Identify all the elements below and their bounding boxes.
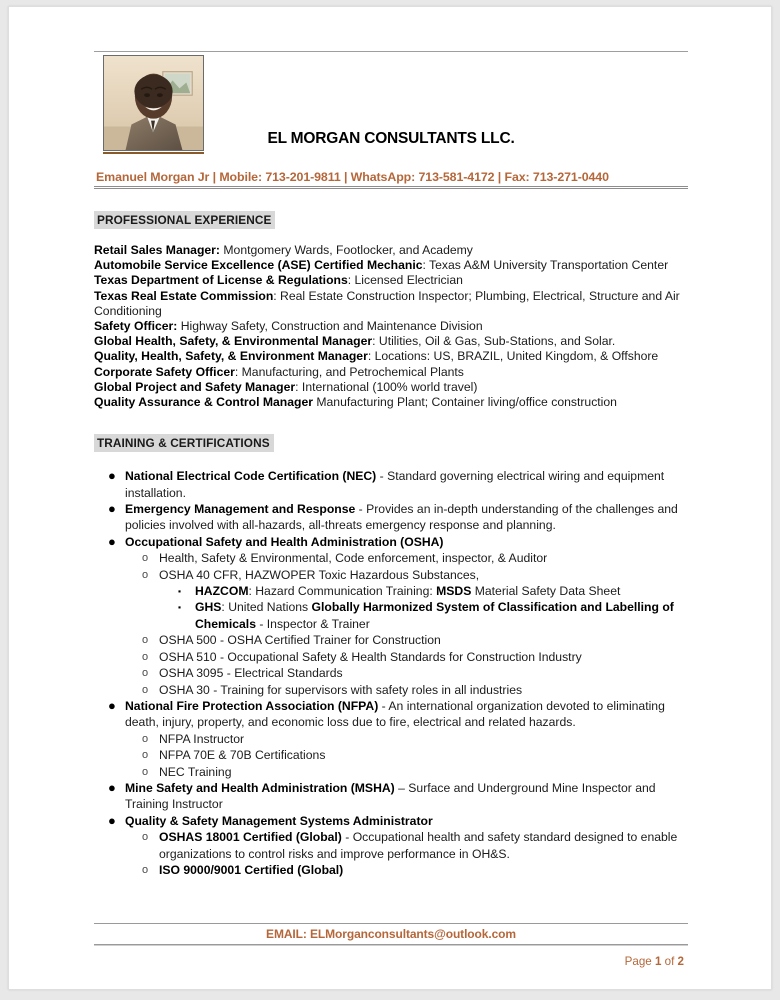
company-title: EL MORGAN CONSULTANTS LLC. [267,130,515,147]
bullet-text: - Provides an in-depth understanding of the challenges and policies involved with all-hazards, all-threats emergency response and planning. [125,502,678,533]
page-prefix: Page [624,955,655,968]
bullet-text: NFPA Instructor [159,731,245,746]
page-middle: of [661,955,678,968]
document-header [94,52,688,170]
bullet-text-bold: Emergency Management and Response [125,502,356,517]
document-content [94,51,688,878]
bullet-content [159,551,547,565]
section-heading-training: TRAINING & CERTIFICATIONS [94,434,274,452]
bullet-text-bold: Mine Safety and Health Administration (MSHA) [125,780,395,795]
bullet-marker-level3-icon: ▪ [178,602,182,613]
experience-role: Texas Real Estate Commission [94,288,274,303]
experience-role: Global Health, Safety, & Environmental Manager [94,334,373,349]
experience-role: Retail Sales Manager: [94,243,220,257]
experience-entry [94,319,688,334]
bullet-text: OSHA 500 - OSHA Certified Trainer for Construction [159,633,441,648]
training-bullet-level3 [159,583,688,599]
bullet-marker-level1-icon: ● [108,779,116,795]
bullet-text: - An international organization devoted to eliminating death, injury, property, and economic loss due to fire, electrical and related hazards. [125,698,665,730]
bullet-content [159,568,479,582]
experience-detail: : Utilities, Oil & Gas, Sub-Stations, and Solar. [372,334,616,349]
bullet-marker-level1-icon: ● [108,697,116,713]
training-list [94,468,688,878]
experience-detail: Highway Safety, Construction and Maintenance Division [177,319,483,334]
footer-email[interactable]: EMAIL: ELMorganconsultants@outlook.com [266,927,516,941]
training-sublist-level2 [125,550,688,698]
training-bullet-level1 [94,698,688,780]
bullet-marker-level2-icon: o [142,863,149,876]
training-bullet-level2 [125,649,688,665]
bullet-content [159,732,244,746]
training-bullet-level2 [125,764,688,780]
bullet-marker-level2-icon: o [142,667,149,680]
page-number [94,946,688,968]
bullet-content [159,748,325,762]
experience-entry [94,334,688,349]
bullet-marker-level2-icon: o [142,650,149,663]
experience-role: Texas Department of License & Regulations [94,273,348,288]
bullet-marker-level2-icon: o [142,634,149,647]
experience-role: Automobile Service Excellence (ASE) Certified Mechanic [94,258,423,273]
bullet-content [125,699,665,729]
training-bullet-level2 [125,550,688,566]
bullet-text: OSHA 30 - Training for supervisors with safety roles in all industries [159,682,523,697]
training-bullet-level2 [125,862,688,878]
bullet-text: Health, Safety & Environmental, Code enforcement, inspector, & Auditor [159,551,548,566]
experience-detail: : Licensed Electrician [347,273,463,288]
bullet-text: OSHA 40 CFR, HAZWOPER Toxic Hazardous Substances, [159,567,480,582]
bullet-content [125,502,678,532]
experience-list [94,243,688,410]
bullet-content [159,633,441,647]
experience-detail: Manufacturing Plant; Container living/office construction [312,395,617,410]
contact-line: Emanuel Morgan Jr | Mobile: 713-201-9811 | WhatsApp: 713-581-4172 | Fax: 713-271-0440 [96,170,609,184]
bullet-marker-level2-icon: o [142,831,149,844]
experience-entry [94,289,688,319]
bullet-marker-level2-icon: o [142,765,149,778]
bullet-marker-level1-icon: ● [108,533,116,549]
experience-detail: : International (100% world travel) [295,379,478,394]
experience-entry [94,380,688,395]
bullet-text: NEC Training [159,764,232,779]
page-total: 2 [677,955,684,968]
section-heading-training-wrap [94,434,688,452]
experience-role: Quality Assurance & Control Manager [94,395,313,410]
training-bullet-level2 [125,567,688,633]
bullet-text-bold: ISO 9000/9001 Certified (Global) [159,862,344,877]
bullet-text: : Hazard Communication Training: [248,584,437,599]
experience-detail: : Texas A&M University Transportation Center [422,258,669,273]
training-bullet-level2 [125,665,688,681]
bullet-marker-level2-icon: o [142,749,149,762]
bullet-marker-level1-icon: ● [108,501,116,517]
bullet-content [195,584,620,598]
training-bullet-level2 [125,747,688,763]
experience-entry [94,365,688,380]
training-bullet-level1 [94,468,688,501]
bullet-content [159,666,343,680]
training-bullet-level1 [94,780,688,813]
training-bullet-level2 [125,829,688,862]
bullet-marker-level1-icon: ● [108,812,116,828]
experience-detail: Montgomery Wards, Footlocker, and Academy [220,243,473,257]
bullet-text: : United Nations [221,600,312,615]
experience-detail: : Real Estate Construction Inspector; Plumbing, Electrical, Structure and Air Conditioning [94,288,680,318]
experience-entry [94,273,688,288]
training-bullet-level2 [125,731,688,747]
bullet-text-bold: National Fire Protection Association (NFPA) [125,698,379,713]
experience-role: Corporate Safety Officer [94,364,235,379]
bullet-text-bold: Globally Harmonized System of Classification and Labelling of Chemicals [195,600,674,631]
bullet-text: - Inspector & Trainer [255,616,370,631]
bullet-text-bold: Occupational Safety and Health Administration (OSHA) [125,534,444,549]
experience-role: Global Project and Safety Manager [94,379,296,394]
bullet-content [125,535,444,549]
bullet-text: OSHA 3095 - Electrical Standards [159,666,343,681]
bullet-text-bold: National Electrical Code Certification (NEC) [125,469,377,484]
experience-role: Quality, Health, Safety, & Environment Manager [94,349,368,364]
bullet-content [159,683,522,697]
training-sublist-level2 [125,731,688,780]
bullet-text: – Surface and Underground Mine Inspector and Training Instructor [125,780,656,812]
bullet-marker-level2-icon: o [142,568,149,581]
bullet-text: NFPA 70E & 70B Certifications [159,748,326,763]
experience-entry [94,349,688,364]
bullet-text-bold: GHS [195,600,222,615]
bullet-content [125,814,433,828]
bullet-content [125,469,664,499]
experience-detail: : Locations: US, BRAZIL, United Kingdom, & Offshore [367,349,659,364]
bullet-marker-level2-icon: o [142,683,149,696]
experience-role: Safety Officer: [94,319,178,334]
bullet-content [195,600,674,630]
training-bullet-level3 [159,599,688,632]
bullet-content [159,650,582,664]
section-heading-experience: PROFESSIONAL EXPERIENCE [94,211,275,229]
bullet-content [159,863,343,877]
bullet-text-bold: HAZCOM [195,584,249,599]
bullet-marker-level2-icon: o [142,732,149,745]
document-footer [94,923,688,968]
bullet-marker-level2-icon: o [142,552,149,565]
training-sublist-level2 [125,829,688,878]
training-bullet-level1 [94,813,688,879]
page-current: 1 [654,955,662,968]
bullet-content [159,830,677,860]
bullet-text: - Occupational health and safety standard designed to enable organizations to control risks and improve performance in OH&S. [159,830,678,861]
section-heading-experience-wrap [94,211,688,229]
bullet-text-bold: OSHAS 18001 Certified (Global) [159,830,342,845]
training-bullet-level1 [94,501,688,534]
experience-entry [94,258,688,273]
bullet-content [125,781,656,811]
training-bullet-level2 [125,682,688,698]
experience-entry [94,395,688,410]
document-page [8,6,772,990]
experience-entry [94,243,688,258]
bullet-text: Material Safety Data Sheet [471,584,621,599]
bullet-text: OSHA 510 - Occupational Safety & Health Standards for Construction Industry [159,649,582,664]
bullet-text: - Standard governing electrical wiring and equipment installation. [125,469,665,500]
bullet-marker-level3-icon: ▪ [178,586,182,597]
bullet-text-bold: MSDS [436,584,472,599]
training-bullet-level2 [125,632,688,648]
experience-detail: : Manufacturing, and Petrochemical Plants [234,364,464,379]
bullet-text-bold: Quality & Safety Management Systems Administrator [125,813,433,828]
training-bullet-level1 [94,534,688,698]
photo-underline [103,152,204,154]
bullet-content [159,765,231,779]
header-bottom-rule [94,186,688,189]
bullet-marker-level1-icon: ● [108,468,116,484]
training-sublist-level3 [159,583,688,632]
